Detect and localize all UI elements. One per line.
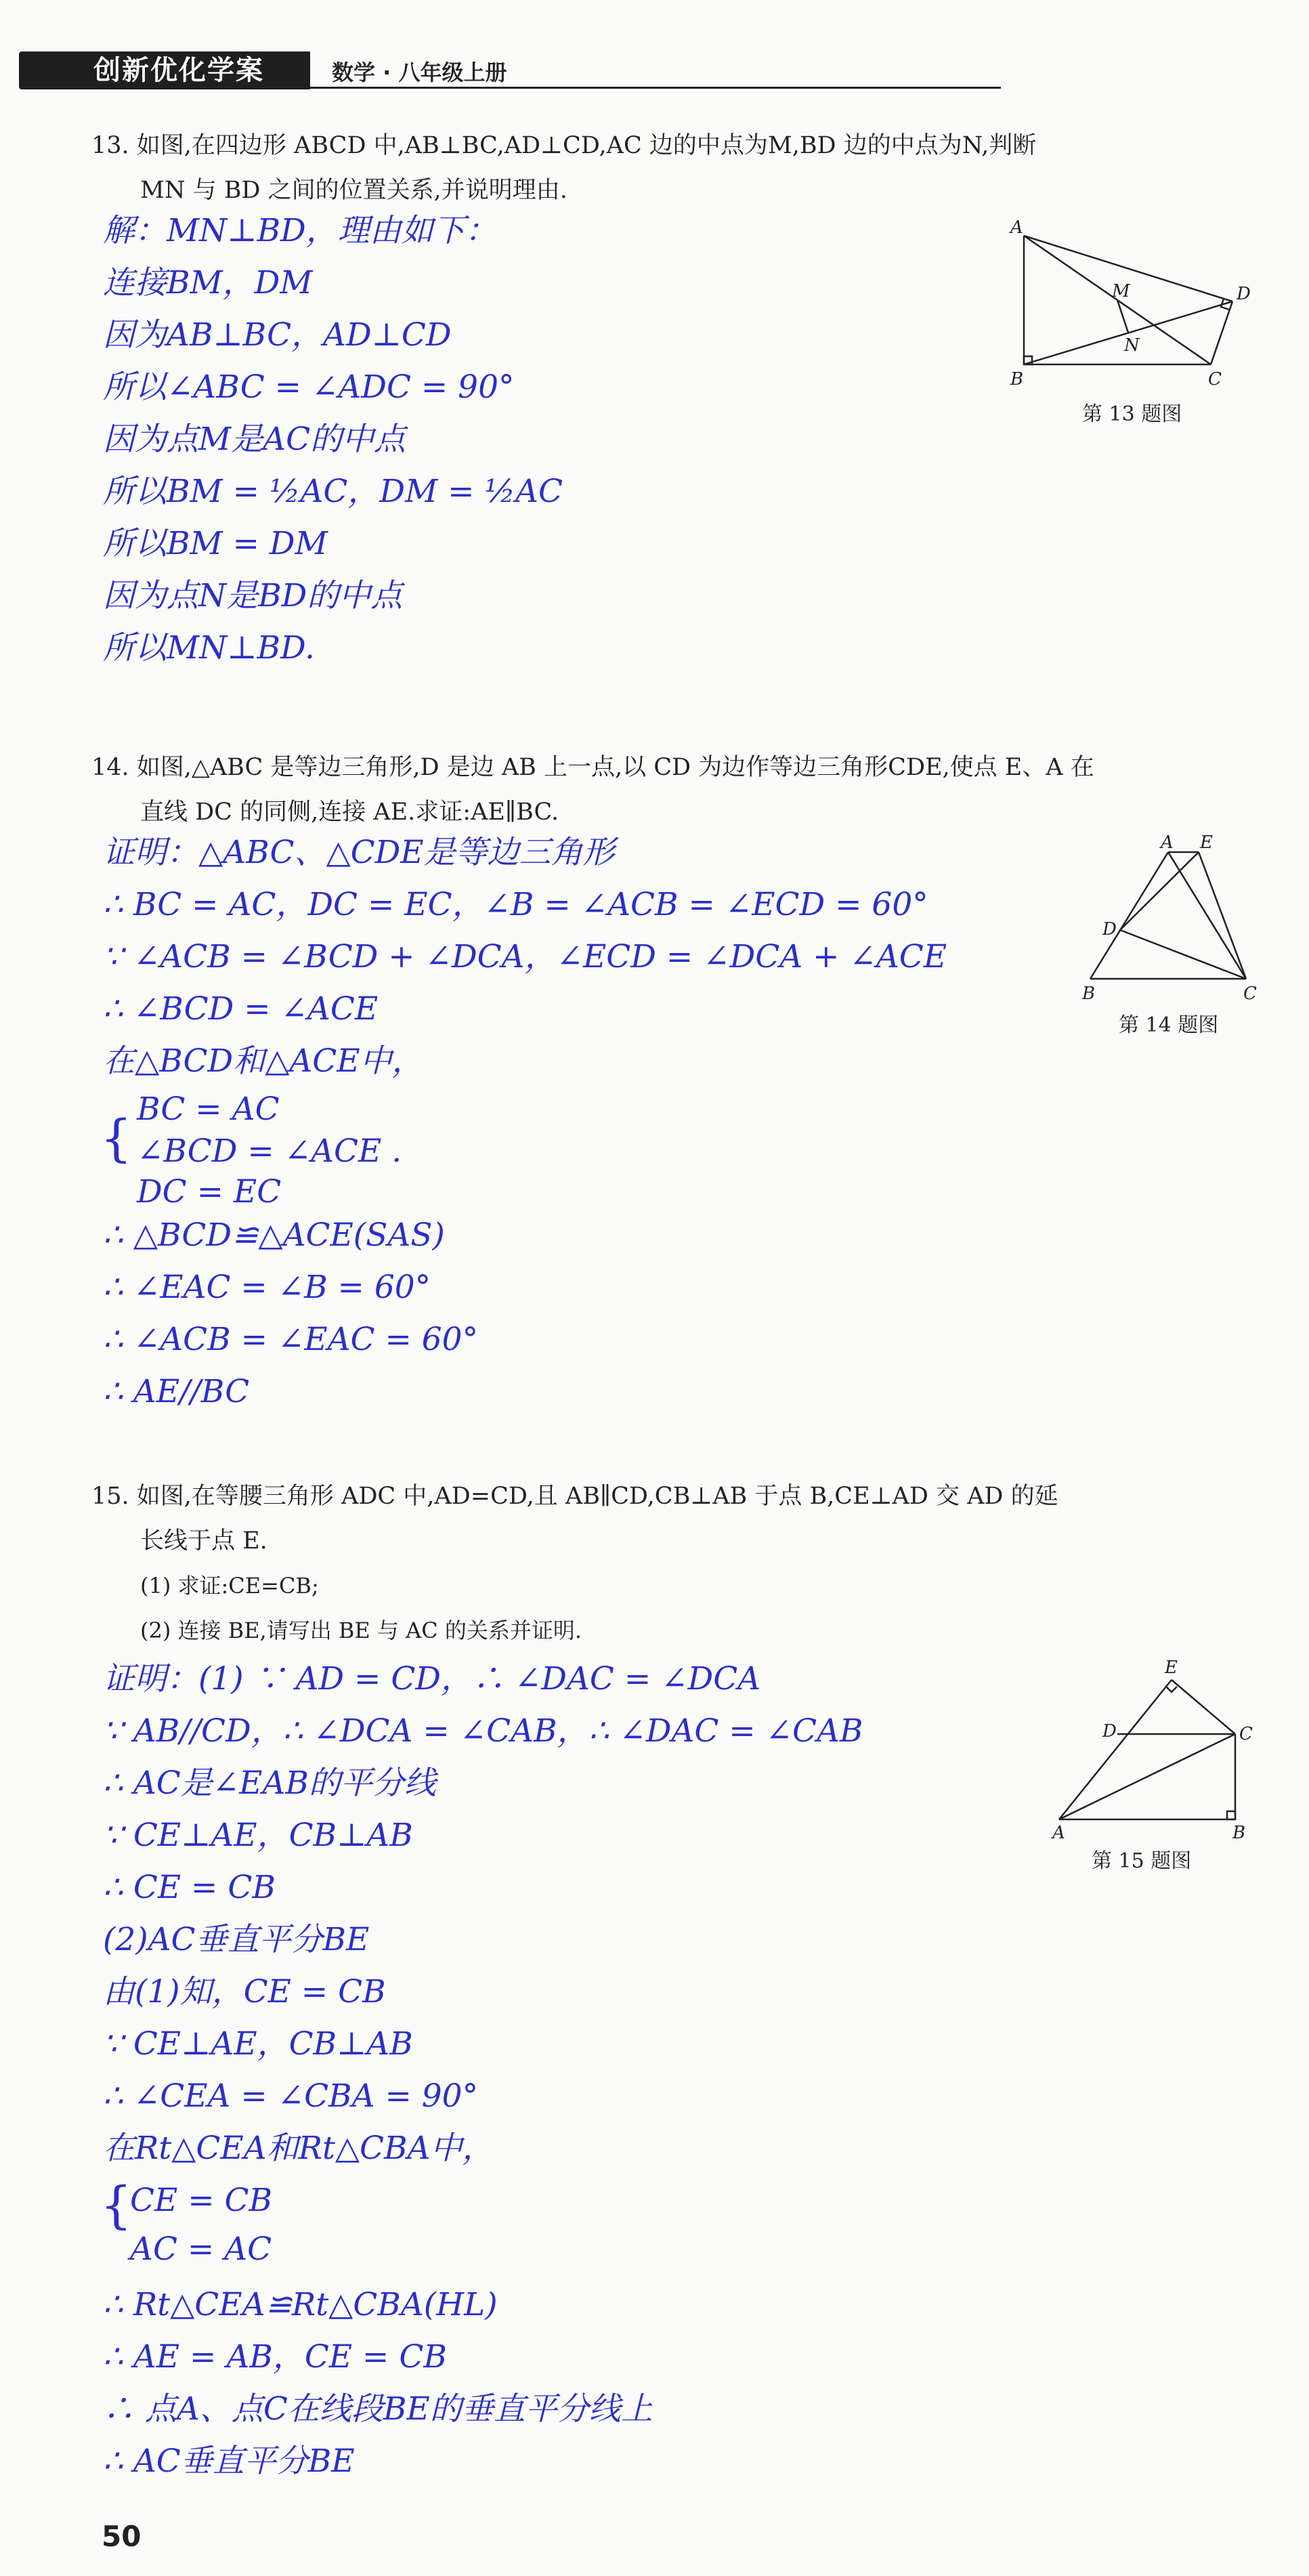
q15-line2: 长线于点 E. (140, 1527, 267, 1555)
q14-system (100, 1087, 947, 1210)
subject-title: 数学 · 八年级上册 (332, 60, 507, 85)
page-number: 50 (102, 2520, 142, 2553)
q15-sol-line: ∴ AE = AB，CE = CB (103, 2338, 447, 2376)
q14-line1: 14. 如图,△ABC 是等边三角形,D 是边 AB 上一点,以 CD 为边作等边三角形CDE,使点 E、A 在 (91, 754, 1094, 781)
q13-label-c: C (1208, 369, 1222, 389)
q15-sol-line: 在Rt△CEA和Rt△CBA中， (103, 2130, 494, 2167)
q13-sol-line: 所以MN⊥BD. (103, 629, 315, 667)
q15-line3: (1) 求证:CE=CB; (140, 1573, 319, 1599)
q13-figure (995, 217, 1266, 420)
header-rule (310, 87, 1001, 89)
q15-line1: 15. 如图,在等腰三角形 ADC 中,AD=CD,且 AB∥CD,CB⊥AB 于点 B,CE⊥AD 交 AD 的延 (91, 1483, 1058, 1510)
q14-sol-line: ∵ ∠ACB = ∠BCD + ∠DCA，∠ECD = ∠DCA + ∠ACE (103, 938, 947, 975)
q13-sol-line: 所以BM = DM (103, 525, 328, 562)
q15-sol-line: ∴ CE = CB (103, 1869, 276, 1906)
q13-sol-line: 因为点M是AC的中点 (103, 421, 406, 458)
q13-prompt (91, 123, 1236, 213)
q15-sol-line: ∵ AB//CD，∴ ∠DCA = ∠CAB，∴ ∠DAC = ∠CAB (103, 1712, 863, 1750)
q15-sol-line: ∵ CE⊥AE，CB⊥AB (103, 1817, 413, 1854)
q13-label-a: A (1010, 217, 1023, 238)
q14-sys-line: DC = EC (137, 1173, 282, 1210)
q15-figure (1043, 1653, 1287, 1842)
q14-sol-line: 在△BCD和△ACE中， (103, 1042, 424, 1080)
q13-sol-line: 所以∠ABC = ∠ADC = 90° (103, 368, 515, 406)
q15-brace: { (100, 2176, 133, 2235)
q14-sol-line: ∴ ∠BCD = ∠ACE (103, 990, 379, 1028)
q14-sys-line: BC = AC (137, 1091, 280, 1128)
q13-sol-line: 因为点N是BD的中点 (103, 577, 403, 614)
q15-label-b: B (1232, 1823, 1246, 1842)
q14-label-d: D (1102, 919, 1117, 939)
q15-label-d: D (1102, 1721, 1117, 1741)
q15-sol-line: 证明：(1) ∵ AD = CD，∴ ∠DAC = ∠DCA (103, 1660, 761, 1697)
q14-sol-line: ∴ BC = AC，DC = EC，∠B = ∠ACB = ∠ECD = 60° (103, 886, 928, 923)
q14-line2: 直线 DC 的同侧,连接 AE.求证:AE∥BC. (140, 799, 559, 826)
q14-sol-line: ∴ AE//BC (103, 1373, 250, 1410)
q13-caption: 第 13 题图 (1082, 402, 1182, 426)
q15-sys-line: AC = AC (130, 2231, 272, 2268)
q15-sol-line: ∴ ∠CEA = ∠CBA = 90° (103, 2077, 479, 2115)
q15-label-a: A (1052, 1823, 1065, 1842)
q14-prompt (91, 745, 1236, 835)
q14-label-a: A (1161, 833, 1174, 853)
q14-caption: 第 14 题图 (1119, 1013, 1219, 1037)
q13-label-m: M (1112, 281, 1130, 301)
brand-logo: 创新优化学案 (19, 51, 310, 89)
q15-sol-line: (2)AC垂直平分BE (103, 1921, 370, 1958)
q13-solution (103, 205, 563, 674)
q14-sys-line: ∠BCD = ∠ACE . (137, 1133, 402, 1170)
q14-sol-line: ∴ △BCD≌△ACE(SAS) (103, 1217, 445, 1254)
q13-label-n: N (1124, 335, 1140, 356)
q14-label-b: B (1082, 984, 1096, 1004)
q15-label-c: C (1239, 1724, 1253, 1744)
q15-sol-line: 由(1)知，CE = CB (103, 1973, 386, 2010)
q14-solution (100, 826, 947, 1418)
q13-line2: MN 与 BD 之间的位置关系,并说明理由. (140, 177, 567, 204)
q13-sol-line: 连接BM，DM (103, 264, 313, 301)
q15-sys-line: CE = CB (130, 2182, 273, 2219)
q15-sol-line: ∵ CE⊥AE，CB⊥AB (103, 2025, 413, 2063)
q15-sol-line: ∴ 点A、点C在线段BE的垂直平分线上 (103, 2390, 653, 2428)
q15-sol-line: ∴ AC垂直平分BE (103, 2443, 355, 2480)
q15-prompt (91, 1474, 1236, 1653)
q15-caption: 第 15 题图 (1092, 1849, 1192, 1873)
q14-brace: { (100, 1110, 133, 1168)
q15-sol-line: ∴ AC是∠EAB的平分线 (103, 1765, 436, 1802)
q13-sol-line: 解：MN⊥BD，理由如下： (103, 212, 497, 249)
q15-sol-line: ∴ Rt△CEA≌Rt△CBA(HL) (103, 2286, 498, 2323)
q13-label-d: D (1237, 284, 1251, 304)
q14-sol-line: ∴ ∠EAC = ∠B = 60° (103, 1269, 431, 1306)
q15-solution (100, 1653, 863, 2487)
q14-sol-line: ∴ ∠ACB = ∠EAC = 60° (103, 1321, 479, 1358)
q15-line4: (2) 连接 BE,请写出 BE 与 AC 的关系并证明. (140, 1618, 582, 1643)
q13-sol-line: 所以BM = ½AC，DM = ½AC (103, 473, 563, 510)
q13-sol-line: 因为AB⊥BC，AD⊥CD (103, 316, 452, 354)
q13-line1: 13. 如图,在四边形 ABCD 中,AB⊥BC,AD⊥CD,AC 边的中点为M,BD 边的中点为N,判断 (91, 132, 1037, 159)
q14-figure (1070, 833, 1273, 1009)
q14-label-c: C (1243, 984, 1257, 1004)
q15-label-e: E (1165, 1657, 1178, 1678)
q14-sol-line: 证明：△ABC、△CDE是等边三角形 (103, 834, 615, 871)
q15-system (100, 2174, 863, 2279)
q14-label-e: E (1200, 833, 1213, 853)
page-header (19, 51, 1001, 89)
q13-label-b: B (1010, 369, 1024, 389)
